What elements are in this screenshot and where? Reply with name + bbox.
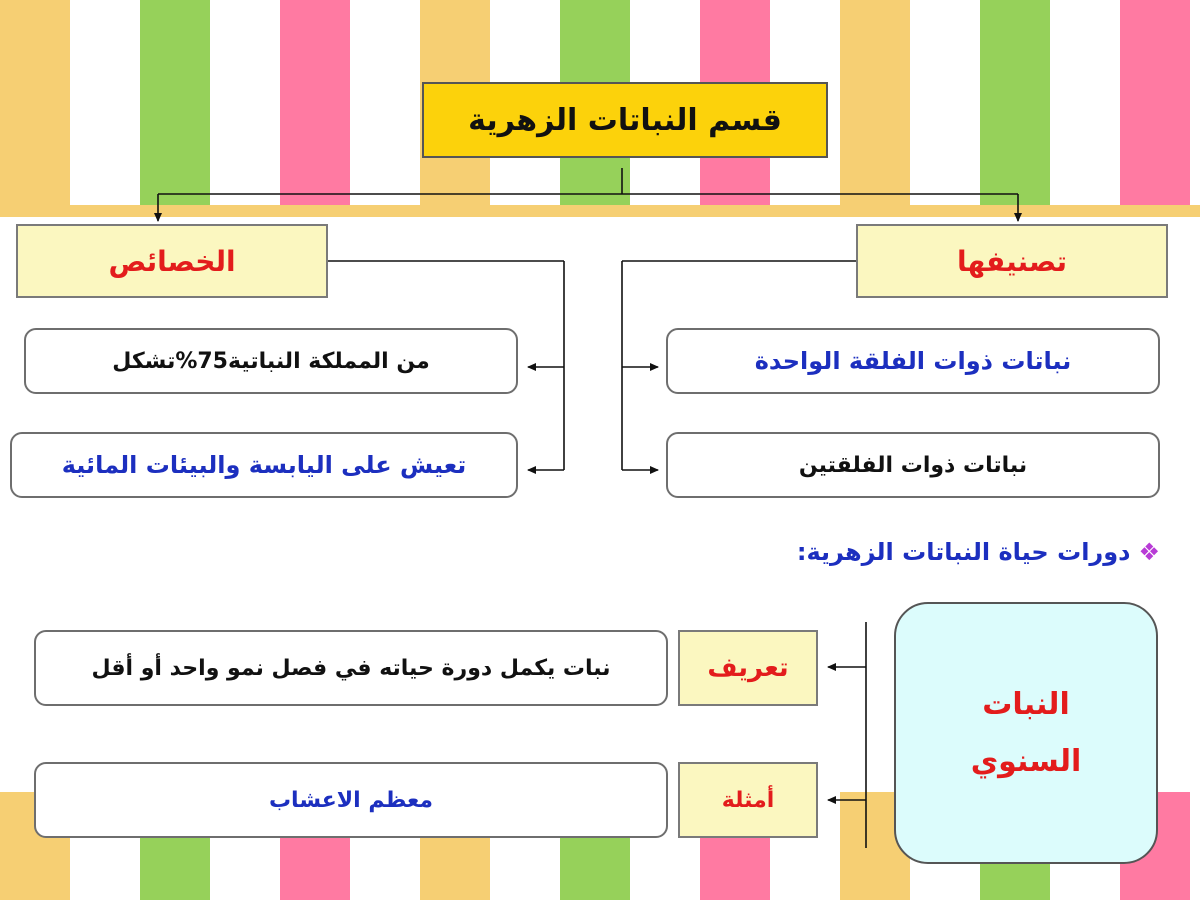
classification-label: تصنيفها (956, 244, 1068, 278)
definition-label-box (678, 630, 818, 706)
classification-box (856, 224, 1168, 298)
characteristic-item-2-text: تعيش على اليابسة والبيئات المائية (61, 451, 467, 479)
characteristic-item-percentage (24, 328, 518, 394)
diamond-bullet-icon: ❖ (1138, 538, 1160, 566)
examples-label-box (678, 762, 818, 838)
classification-item-1-text: نباتات ذوات الفلقة الواحدة (754, 347, 1072, 375)
stripe (910, 0, 980, 215)
examples-text-box (34, 762, 668, 838)
definition-text: نبات يكمل دورة حياته في فصل نمو واحد أو أقل (91, 655, 611, 681)
annual-plant-label-line1: النبات (982, 687, 1070, 722)
stripe (1050, 0, 1120, 215)
classification-item-monocot (666, 328, 1160, 394)
characteristics-box (16, 224, 328, 298)
stripe (0, 0, 70, 215)
stripe (350, 0, 420, 215)
title-text: قسم النباتات الزهرية (468, 102, 782, 138)
characteristic-item-habitat (10, 432, 518, 498)
stripe (140, 0, 210, 215)
classification-item-2-text: نباتات ذوات الفلقتين (798, 452, 1028, 478)
definition-text-box (34, 630, 668, 706)
examples-text: معظم الاعشاب (268, 787, 434, 813)
characteristics-label: الخصائص (108, 244, 236, 278)
stripe (1120, 0, 1190, 215)
life-cycles-heading-text: دورات حياة النباتات الزهرية: (796, 538, 1131, 566)
stripe (1190, 792, 1200, 900)
annual-plant-label-line2: السنوي (970, 744, 1082, 779)
annual-plant-box (894, 602, 1158, 864)
classification-item-dicot (666, 432, 1160, 498)
title-box (422, 82, 828, 158)
stripe (210, 0, 280, 215)
stripe (840, 0, 910, 215)
examples-label: أمثلة (721, 787, 775, 813)
life-cycles-heading (797, 538, 1160, 566)
characteristic-item-1-text: من المملكة النباتية75%تشكل (112, 348, 430, 374)
stripe (980, 0, 1050, 215)
stripe (1190, 0, 1200, 215)
definition-label: تعريف (707, 653, 789, 683)
stripe (280, 0, 350, 215)
top-stripe-band (0, 205, 1200, 217)
stripe (70, 0, 140, 215)
